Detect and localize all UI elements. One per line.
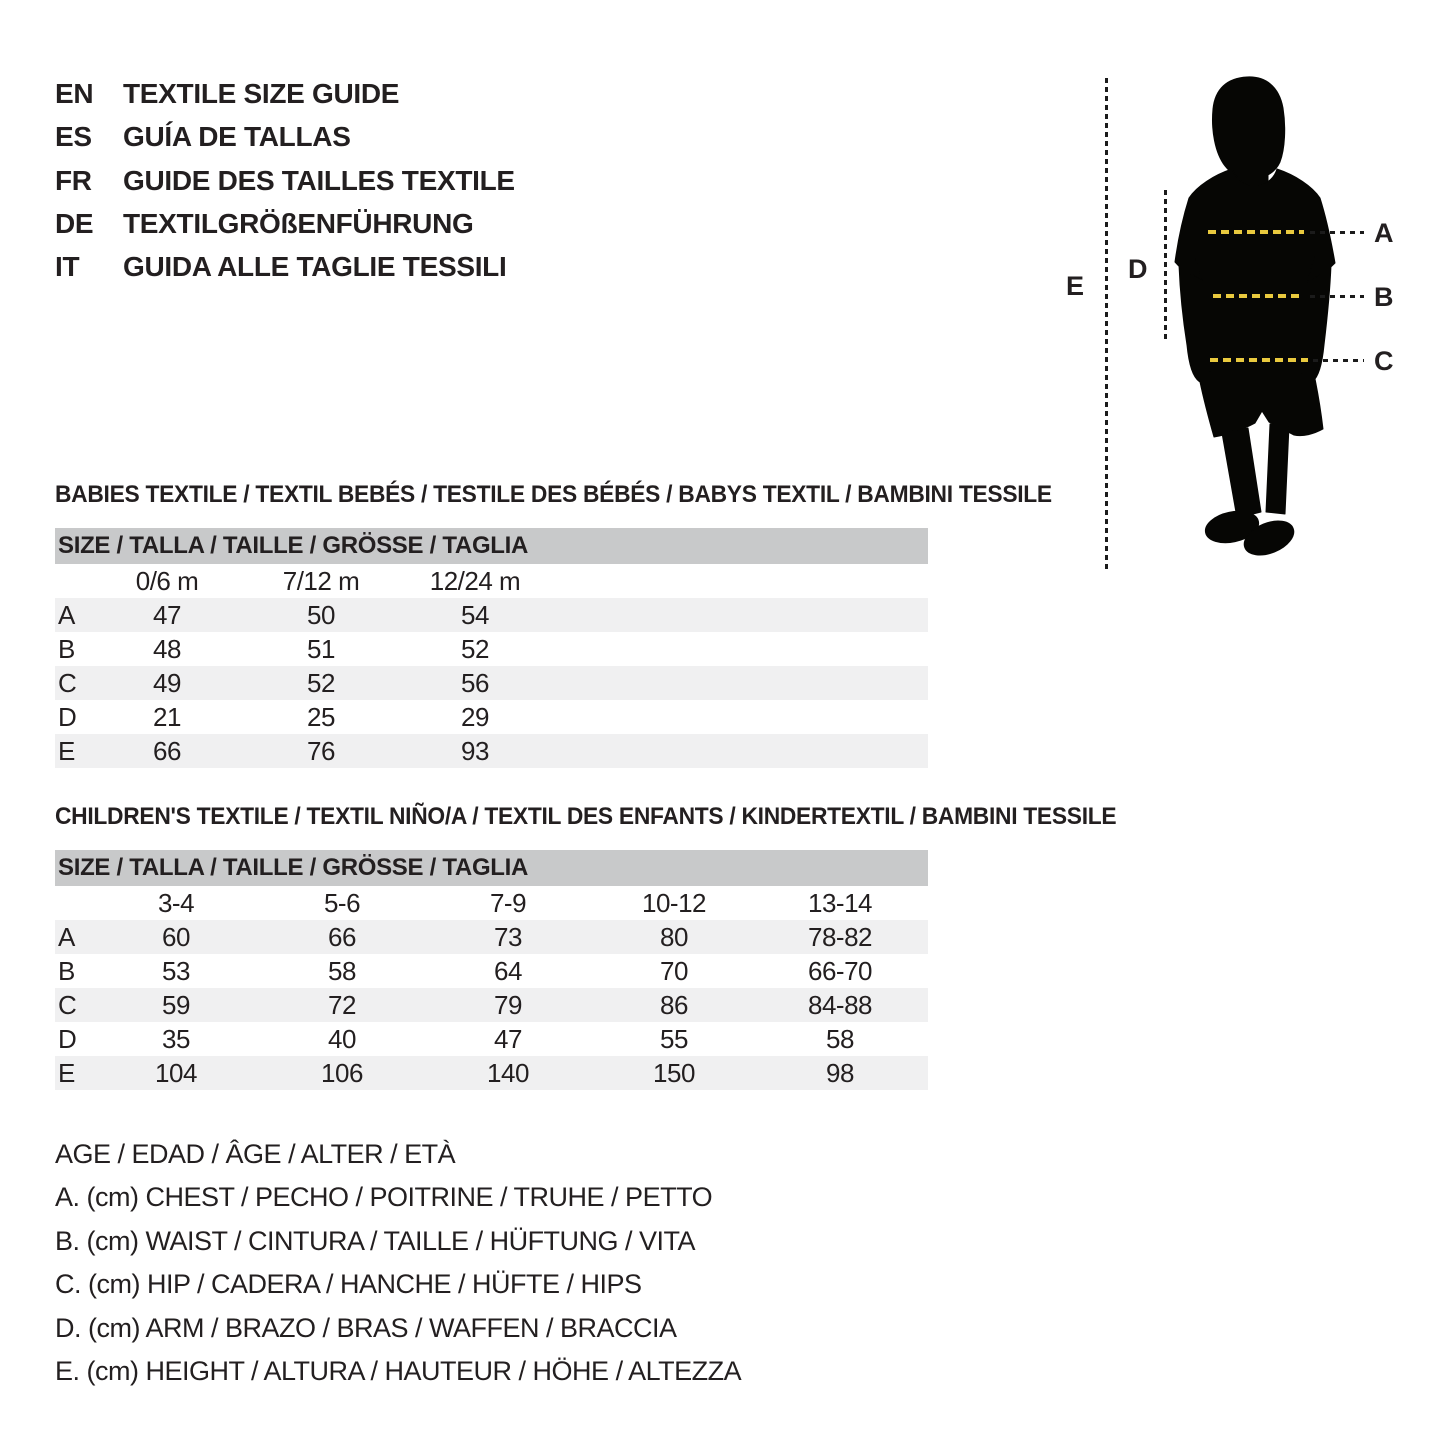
legend-line-age: AGE / EDAD / ÂGE / ALTER / ETÀ [55,1139,456,1169]
cell-value: 47 [153,599,181,630]
language-code: FR [55,165,92,196]
cell-value: 48 [153,633,181,664]
cell-value: 73 [494,921,522,952]
cell-value: 72 [328,989,356,1020]
column-header-row [55,564,928,598]
cell-value: 55 [660,1023,688,1054]
cell-value: 21 [153,701,181,732]
cell-value: 66-70 [808,955,872,986]
marker-label-d: D [1128,254,1148,284]
size-table-children [55,850,928,1090]
legend-line-hip: C. (cm) HIP / CADERA / HANCHE / HÜFTE / HIPS [55,1269,642,1300]
cell-value: 58 [328,955,356,986]
title-row [55,78,399,110]
column-header: 12/24 m [429,565,521,596]
table-row [55,700,928,734]
cell-value: 70 [660,955,688,986]
column-header: 5-6 [323,887,361,918]
cell-value: 47 [494,1023,522,1054]
cell-value: 80 [660,921,688,952]
marker-label-b: B [1374,282,1394,312]
language-code: DE [55,208,94,239]
chest-measure-line-a [1208,230,1304,234]
table-row [55,598,928,632]
cell-value: 66 [153,735,181,766]
chest-leader-line-a [1310,231,1364,234]
cell-value: 35 [162,1023,190,1054]
cell-value: 93 [461,735,489,766]
table-header-bar: SIZE / TALLA / TAILLE / GRÖSSE / TAGLIA [55,528,928,564]
cell-value: 106 [321,1057,363,1088]
arm-measure-line-d [1164,190,1167,340]
language-title: TEXTILGRÖßENFÜHRUNG [123,208,474,239]
cell-value: 98 [826,1057,854,1088]
language-title: GUIDE DES TAILLES TEXTILE [123,165,515,196]
cell-value: 58 [826,1023,854,1054]
language-title: GUÍA DE TALLAS [123,121,351,152]
row-label: D [58,701,77,732]
row-label: C [58,667,77,698]
language-title: TEXTILE SIZE GUIDE [123,78,400,109]
row-label: B [58,955,75,986]
cell-value: 76 [307,735,335,766]
cell-value: 25 [307,701,335,732]
hip-measure-line-c [1210,358,1308,362]
column-header: 10-12 [642,887,706,918]
legend-line-height: E. (cm) HEIGHT / ALTURA / HAUTEUR / HÖHE / ALTEZZA [55,1355,742,1386]
row-label: C [58,989,77,1020]
table-row [55,666,928,700]
cell-value: 52 [307,667,335,698]
marker-label-e: E [1066,271,1085,301]
row-label: E [58,1057,75,1088]
size-table-babies [55,528,928,768]
legend-line-waist: B. (cm) WAIST / CINTURA / TAILLE / HÜFTUNG / VITA [55,1225,696,1256]
row-label: E [58,735,75,766]
cell-value: 56 [461,667,489,698]
cell-value: 140 [487,1057,529,1088]
column-header: 0/6 m [135,565,199,596]
language-code: IT [55,251,80,282]
table-row [55,988,928,1022]
title-row [55,121,351,153]
cell-value: 84-88 [808,989,872,1020]
cell-value: 104 [155,1057,197,1088]
height-measure-line-e [1105,78,1108,570]
cell-value: 29 [461,701,489,732]
cell-value: 52 [461,633,489,664]
column-header-row [55,886,928,920]
table-row [55,1056,928,1090]
column-header: 3-4 [157,887,195,918]
hip-leader-line-c [1313,359,1364,362]
cell-value: 79 [494,989,522,1020]
cell-value: 51 [307,633,335,664]
waist-measure-line-b [1213,294,1301,298]
cell-value: 50 [307,599,335,630]
cell-value: 60 [162,921,190,952]
table-row [55,734,928,768]
row-label: B [58,633,75,664]
table-row [55,1022,928,1056]
row-label: A [58,921,75,952]
marker-label-a: A [1374,218,1394,248]
title-row [55,208,474,240]
cell-value: 78-82 [808,921,872,952]
table-header-bar: SIZE / TALLA / TAILLE / GRÖSSE / TAGLIA [55,850,928,886]
child-silhouette [1170,75,1340,567]
legend-line-arm: D. (cm) ARM / BRAZO / BRAS / WAFFEN / BRACCIA [55,1312,677,1343]
section-title-children: CHILDREN'S TEXTILE / TEXTIL NIÑO/A / TEXTIL DES ENFANTS / KINDERTEXTIL / BAMBINI TESSILE [55,803,1117,830]
legend-line-chest: A. (cm) CHEST / PECHO / POITRINE / TRUHE / PETTO [55,1182,713,1213]
language-code: ES [55,121,92,152]
waist-leader-line-b [1310,295,1364,298]
cell-value: 64 [494,955,522,986]
cell-value: 53 [162,955,190,986]
cell-value: 49 [153,667,181,698]
cell-value: 59 [162,989,190,1020]
cell-value: 150 [653,1057,695,1088]
table-row [55,632,928,666]
column-header: 7-9 [489,887,527,918]
language-code: EN [55,78,94,109]
title-row [55,251,506,283]
title-row [55,165,515,197]
cell-value: 66 [328,921,356,952]
table-row [55,920,928,954]
cell-value: 86 [660,989,688,1020]
row-label: A [58,599,75,630]
cell-value: 40 [328,1023,356,1054]
column-header: 13-14 [808,887,872,918]
row-label: D [58,1023,77,1054]
language-title: GUIDA ALLE TAGLIE TESSILI [123,251,507,282]
cell-value: 54 [461,599,489,630]
marker-label-c: C [1374,346,1394,376]
table-row [55,954,928,988]
column-header: 7/12 m [282,565,360,596]
section-title-babies: BABIES TEXTILE / TEXTIL BEBÉS / TESTILE DES BÉBÉS / BABYS TEXTIL / BAMBINI TESSILE [55,481,1052,508]
measurement-legend [55,1139,741,1399]
